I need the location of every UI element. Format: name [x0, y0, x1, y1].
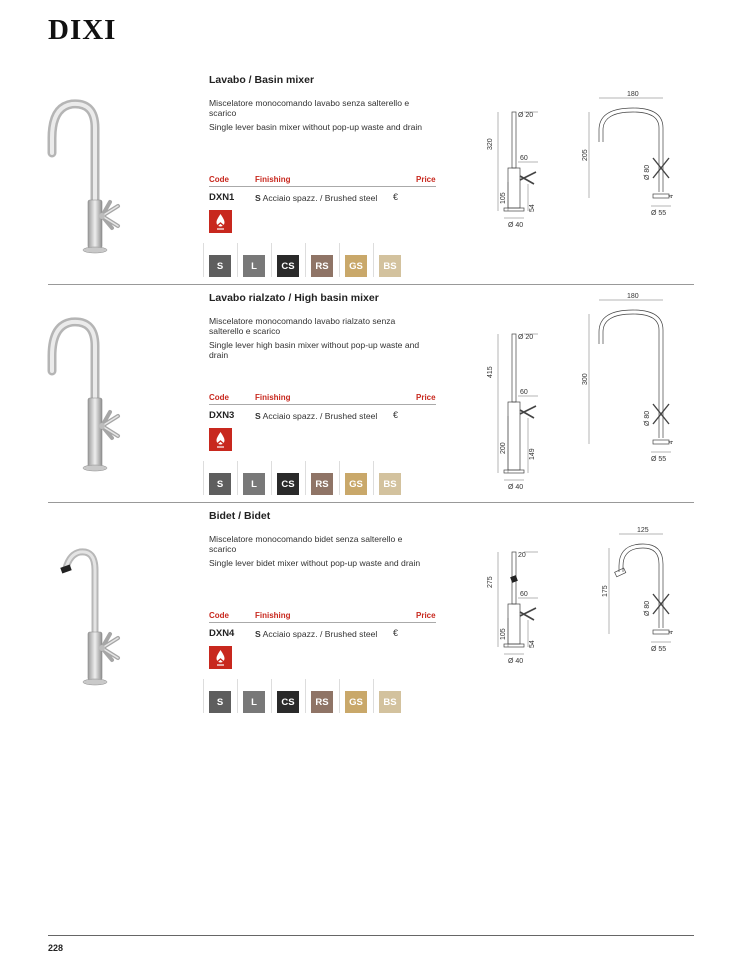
description-en: Single lever basin mixer without pop-up waste and drain [209, 122, 423, 132]
footer-divider [48, 935, 694, 936]
finish-swatch-gs[interactable]: GS [345, 255, 367, 277]
dim-height: 275 [487, 576, 494, 588]
product-photo [40, 530, 140, 670]
finish-swatch-gs[interactable]: GS [345, 473, 367, 495]
finish-swatch-l[interactable]: L [243, 255, 265, 277]
dim-height: 415 [487, 366, 494, 378]
finish-text: Acciaio spazz. / Brushed steel [262, 629, 378, 639]
brand-logo: DIXI [48, 14, 117, 46]
swatch-separator [271, 679, 272, 713]
side-technical-drawing [478, 106, 588, 251]
finish-description [255, 629, 377, 639]
product-title: Lavabo rialzato / High basin mixer [209, 292, 379, 304]
dim-lever: 60 [520, 591, 528, 598]
dim-width: 180 [627, 91, 639, 98]
description-it: Miscelatore monocomando lavabo rialzato senza salterello e scarico [209, 316, 396, 336]
dim-base-dia: Ø 55 [651, 646, 667, 653]
finish-swatch-cs[interactable]: CS [277, 255, 299, 277]
finish-swatch-rs[interactable]: RS [311, 691, 333, 713]
finish-swatches [209, 473, 409, 495]
water-saving-icon [209, 428, 232, 451]
dim-width: 180 [627, 293, 639, 300]
product-code: DXN4 [209, 628, 235, 639]
dim-body-dia: Ø 80 [644, 600, 651, 616]
section-divider [48, 284, 694, 285]
dim-spout-dia: Ø 20 [518, 334, 534, 341]
description-en: Single lever bidet mixer without pop-up waste and drain [209, 558, 421, 568]
price-value: € [393, 410, 399, 420]
dim-height: 320 [487, 138, 494, 150]
swatch-separator [373, 243, 374, 277]
product-photo [40, 316, 140, 456]
finish-swatch-rs[interactable]: RS [311, 255, 333, 277]
swatch-separator [271, 461, 272, 495]
front-technical-drawing [582, 88, 695, 263]
swatch-separator [339, 461, 340, 495]
dim-lever: 60 [520, 155, 528, 162]
dim-base-dia: Ø 55 [651, 456, 667, 463]
price-header: Price [416, 611, 436, 620]
finishing-header: Finishing [255, 393, 291, 402]
dim-base-dia: Ø 40 [508, 658, 524, 665]
finishing-header: Finishing [255, 611, 291, 620]
dim-spout-dia: Ø 20 [518, 112, 534, 119]
product-photo [40, 98, 140, 238]
price-value: € [393, 628, 399, 638]
table-header-rule [209, 622, 436, 623]
dim-width: 125 [637, 527, 649, 534]
code-header: Code [209, 611, 229, 620]
dim-front-height: 205 [582, 149, 589, 161]
finish-swatch-rs[interactable]: RS [311, 473, 333, 495]
product-title: Bidet / Bidet [209, 510, 271, 522]
table-header-rule [209, 404, 436, 405]
finish-swatch-cs[interactable]: CS [277, 473, 299, 495]
finish-swatches [209, 255, 409, 277]
dim-body-dia: Ø 80 [644, 164, 651, 180]
dim-base-h: 149 [529, 448, 536, 460]
finish-swatch-l[interactable]: L [243, 691, 265, 713]
finish-text: Acciaio spazz. / Brushed steel [262, 411, 378, 421]
swatch-separator [373, 461, 374, 495]
dim-body: 105 [500, 192, 507, 204]
price-header: Price [416, 175, 436, 184]
side-technical-drawing [478, 542, 588, 687]
dim-base: 4 [669, 194, 675, 198]
dim-base: 4 [669, 630, 675, 634]
finish-swatch-l[interactable]: L [243, 473, 265, 495]
swatch-separator [237, 679, 238, 713]
swatch-separator [339, 243, 340, 277]
swatch-separator [305, 679, 306, 713]
finish-swatch-s[interactable]: S [209, 473, 231, 495]
table-header-rule [209, 186, 436, 187]
swatch-separator [305, 461, 306, 495]
dim-base-dia: Ø 55 [651, 210, 667, 217]
swatch-separator [203, 243, 204, 277]
finish-code: S [255, 193, 261, 203]
product-code: DXN1 [209, 192, 235, 203]
swatch-separator [339, 679, 340, 713]
finish-swatch-bs[interactable]: BS [379, 255, 401, 277]
finish-swatch-bs[interactable]: BS [379, 691, 401, 713]
description-en: Single lever high basin mixer without pop-up waste and drain [209, 340, 420, 360]
finish-code: S [255, 411, 261, 421]
dim-front-height: 175 [602, 585, 609, 597]
finishing-header: Finishing [255, 175, 291, 184]
dim-front-height: 300 [582, 373, 589, 385]
dim-base-h: 54 [529, 640, 536, 648]
page-number: 228 [48, 943, 64, 953]
finish-swatch-s[interactable]: S [209, 255, 231, 277]
swatch-separator [373, 679, 374, 713]
dim-body: 200 [500, 442, 507, 454]
finish-swatch-cs[interactable]: CS [277, 691, 299, 713]
finish-text: Acciaio spazz. / Brushed steel [262, 193, 378, 203]
finish-swatch-bs[interactable]: BS [379, 473, 401, 495]
finish-description [255, 411, 377, 421]
section-divider [48, 502, 694, 503]
swatch-separator [237, 243, 238, 277]
finish-swatch-s[interactable]: S [209, 691, 231, 713]
finish-swatches [209, 691, 409, 713]
finish-description [255, 193, 377, 203]
finish-code: S [255, 629, 261, 639]
product-code: DXN3 [209, 410, 235, 421]
dim-spout-dia: 20 [518, 552, 526, 559]
dim-body-dia: Ø 80 [644, 410, 651, 426]
dim-base-dia: Ø 40 [508, 484, 524, 491]
dim-base-h: 54 [529, 204, 536, 212]
price-header: Price [416, 393, 436, 402]
dim-body: 105 [500, 628, 507, 640]
water-saving-icon [209, 210, 232, 233]
swatch-separator [305, 243, 306, 277]
swatch-separator [271, 243, 272, 277]
code-header: Code [209, 175, 229, 184]
code-header: Code [209, 393, 229, 402]
front-technical-drawing [585, 524, 695, 699]
description-it: Miscelatore monocomando lavabo senza salterello e scarico [209, 98, 410, 118]
description-it: Miscelatore monocomando bidet senza salterello e scarico [209, 534, 403, 554]
swatch-separator [203, 461, 204, 495]
side-technical-drawing [478, 324, 588, 491]
swatch-separator [203, 679, 204, 713]
price-value: € [393, 192, 399, 202]
swatch-separator [237, 461, 238, 495]
product-title: Lavabo / Basin mixer [209, 74, 315, 86]
dim-base: 4 [669, 440, 675, 444]
water-saving-icon [209, 646, 232, 669]
dim-base-dia: Ø 40 [508, 222, 524, 229]
finish-swatch-gs[interactable]: GS [345, 691, 367, 713]
dim-lever: 60 [520, 389, 528, 396]
front-technical-drawing [582, 293, 695, 469]
